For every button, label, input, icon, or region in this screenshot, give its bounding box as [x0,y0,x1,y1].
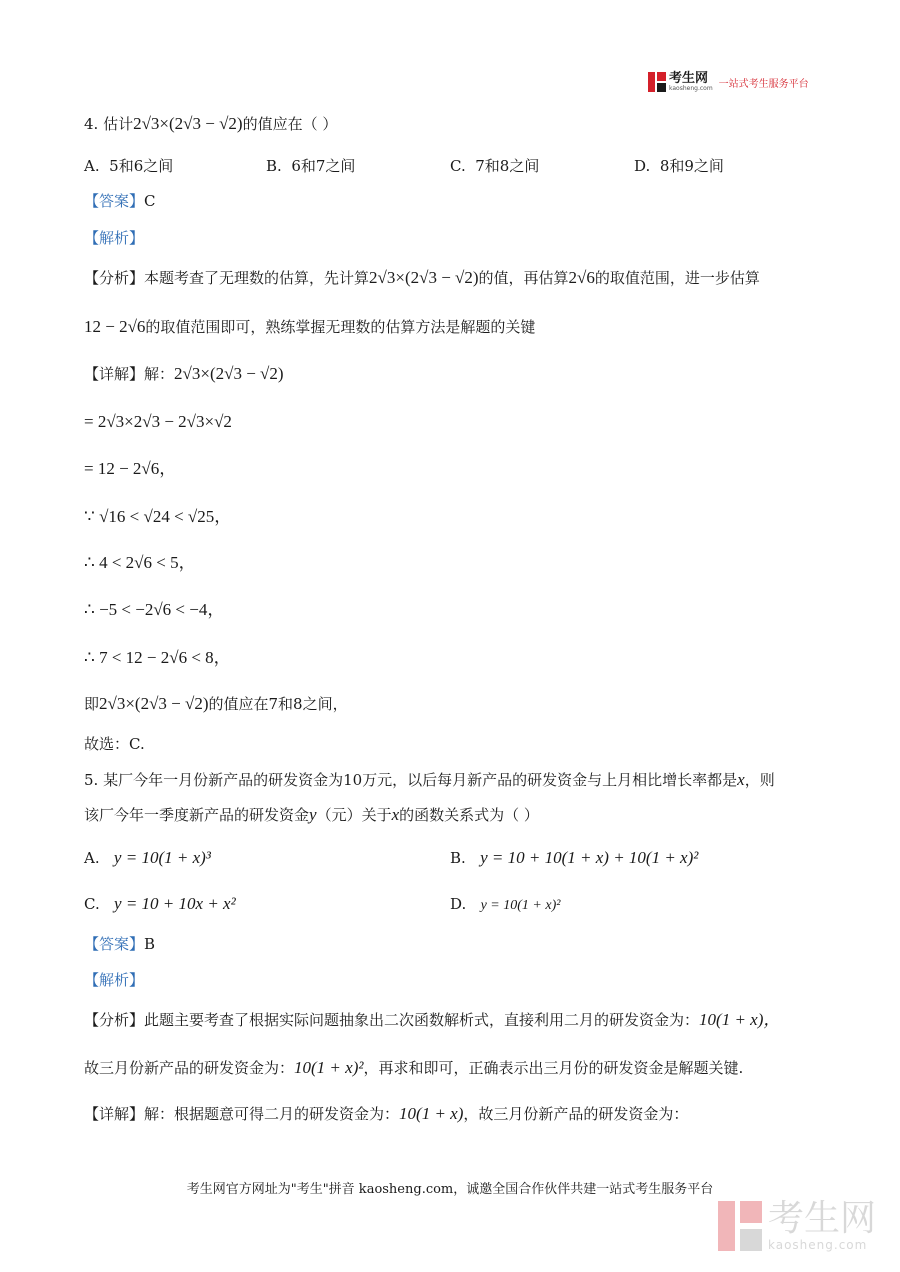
kaosheng-logo-icon [648,72,666,92]
q5-stem-line2: 该厂今年一季度新产品的研发资金y（元）关于x的函数关系式为（ ） [84,805,539,824]
header-brand: 考生网 [669,71,709,86]
q4-step-3: ∵ √16 < √24 < √25， [84,507,232,526]
q5-option-c: C. y = 10 + 10x + x² [84,894,236,913]
q4-option-a: A. 5和6之间 [84,157,174,175]
q4-step-4: ∴ 4 < 2√6 < 5， [84,553,196,572]
q4-option-b: B. 6和7之间 [266,157,356,175]
q4-conclusion: 即2√3×(2√3 − √2)的值应在7和8之间， [84,694,348,713]
watermark-url: kaosheng.com [768,1238,868,1252]
q4-option-c: C. 7和8之间 [450,157,540,175]
q5-xiangjie: 【详解】解：根据题意可得二月的研发资金为：10(1 + x)，故三月份新产品的研发资金为： [84,1104,689,1123]
header-logo [648,70,809,94]
q4-step-1: = 2√3×2√3 − 2√3×√2 [84,412,232,431]
q4-choose: 故选：C. [84,735,145,753]
q4-step-2: = 12 − 2√6， [84,459,177,478]
q4-answer: 【答案】C [84,192,156,210]
header-slogan: 一站式考生服务平台 [718,78,809,90]
q4-fenxi-line1: 【分析】本题考查了无理数的估算，先计算2√3×(2√3 − √2)的值，再估算2√6的取值范围，进一步估算 [84,268,760,287]
q5-option-a: A. y = 10(1 + x)³ [84,848,211,867]
watermark-logo-icon [718,1201,762,1251]
q5-analysis-tag: 【解析】 [84,971,145,989]
q4-stem: 4. 估计2√3×(2√3 − √2)的值应在（ ） [84,114,338,133]
q5-option-d: D. y = 10(1 + x)² [450,895,561,913]
watermark [718,1200,876,1252]
page-footer: 考生网官方网址为"考生"拼音 kaosheng.com，诚邀全国合作伙伴共建一站式考生服务平台 [186,1182,714,1197]
q4-step-5: ∴ −5 < −2√6 < −4， [84,600,225,619]
watermark-brand: 考生网 [768,1198,877,1239]
q5-fenxi-line2: 故三月份新产品的研发资金为：10(1 + x)²，再求和即可，正确表示出三月份的研发资金是解题关键. [84,1058,744,1077]
q4-option-d: D. 8和9之间 [634,157,724,175]
q4-xiangjie: 【详解】解：2√3×(2√3 − √2) [84,364,284,383]
q5-fenxi-line1: 【分析】此题主要考查了根据实际问题抽象出二次函数解析式，直接利用二月的研发资金为：10(1 + x)， [84,1010,781,1029]
q5-stem-line1: 5. 某厂今年一月份新产品的研发资金为10万元，以后每月新产品的研发资金与上月相比增长率都是x，则 [84,770,775,789]
q4-step-6: ∴ 7 < 12 − 2√6 < 8， [84,648,231,667]
q4-fenxi-line2: 12 − 2√6的取值范围即可，熟练掌握无理数的估算方法是解题的关键 [84,317,536,336]
q5-answer: 【答案】B [84,935,156,953]
q4-analysis-tag: 【解析】 [84,229,145,247]
header-url: kaosheng.com [669,85,713,92]
q5-option-b: B. y = 10 + 10(1 + x) + 10(1 + x)² [450,848,699,867]
